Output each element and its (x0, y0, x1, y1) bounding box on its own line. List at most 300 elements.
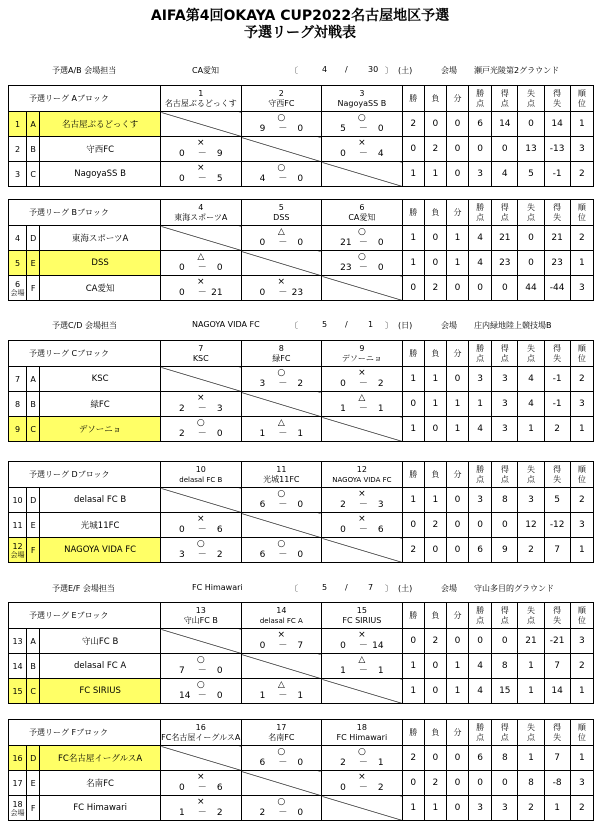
score-against: 21 (211, 288, 223, 298)
stat-header-part: 位 (577, 212, 586, 222)
score-separator: － (197, 550, 207, 560)
stat-value: 6 (469, 538, 492, 563)
score-against: 2 (377, 783, 384, 793)
stat-value: 0 (518, 251, 544, 276)
team-name: delasal FC A (40, 654, 161, 679)
match-score (242, 379, 322, 390)
stat-value: 14 (544, 679, 570, 704)
score-separator: － (197, 288, 207, 298)
column-team-number: 2 (278, 88, 284, 98)
team-name: KSC (40, 367, 161, 392)
team-number (9, 629, 27, 654)
match-result (322, 137, 403, 162)
team-number (9, 276, 27, 301)
stat-header (492, 86, 518, 112)
stat-header-part: 失 (553, 212, 562, 222)
stat-header-part: 点 (526, 353, 535, 363)
score-against: 0 (297, 550, 304, 560)
team-name: NagoyaSS B (40, 162, 161, 187)
result-symbol: ○ (357, 227, 366, 237)
score-against: 1 (377, 666, 384, 676)
column-team-header (241, 720, 322, 746)
stat-value: 4 (492, 162, 518, 187)
league-table (8, 199, 594, 301)
result-symbol: △ (358, 655, 366, 665)
match-result (241, 796, 322, 821)
score-separator: － (197, 429, 207, 439)
stat-value: 0 (518, 226, 544, 251)
team-name: NAGOYA VIDA FC (40, 538, 161, 563)
match-result (322, 226, 403, 251)
stat-value: 2 (570, 796, 593, 821)
stat-header (469, 200, 492, 226)
match-score (322, 404, 402, 415)
score-for: 0 (340, 149, 346, 159)
score-against: 1 (377, 404, 384, 414)
team-code: E (27, 771, 40, 796)
match-score (242, 288, 322, 299)
score-for: 2 (340, 758, 346, 768)
table-row (9, 679, 594, 704)
table-row (9, 771, 594, 796)
stat-header-part: 失 (553, 732, 562, 742)
team-number-value: 17 (12, 778, 23, 788)
result-symbol: ○ (196, 539, 205, 549)
column-team-name: NagoyaSS B (337, 98, 387, 108)
stat-value: 1 (446, 417, 468, 442)
match-result (161, 654, 242, 679)
result-symbol: ○ (277, 539, 286, 549)
team-number-value: 1 (15, 119, 21, 129)
match-result (241, 276, 322, 301)
match-score (161, 550, 241, 561)
stat-value: 2 (518, 796, 544, 821)
stat-header (544, 341, 570, 367)
score-separator: － (278, 238, 288, 248)
team-name: FC SIRIUS (40, 679, 161, 704)
stat-value: 3 (570, 392, 593, 417)
score-for: 0 (259, 641, 266, 651)
stat-value: 3 (469, 488, 492, 513)
score-separator: － (197, 783, 207, 793)
match-score (161, 149, 241, 160)
column-team-header (161, 720, 242, 746)
stat-value: 2 (544, 417, 570, 442)
stat-value: 0 (469, 771, 492, 796)
score-separator: － (358, 666, 368, 676)
result-symbol: △ (197, 252, 205, 262)
team-number (9, 392, 27, 417)
team-name: 守西FC (40, 137, 161, 162)
stat-header (518, 462, 544, 488)
stat-header-part: 得 (553, 88, 562, 98)
page-title: AIFA第4回OKAYA CUP2022名古屋地区予選 (150, 8, 450, 24)
team-code: C (27, 162, 40, 187)
column-team-number: 3 (359, 88, 365, 98)
score-separator: － (278, 124, 288, 134)
score-separator: － (278, 808, 288, 818)
stat-header (544, 86, 570, 112)
score-separator: － (197, 404, 207, 414)
self-match-diagonal (322, 276, 403, 301)
match-score (161, 783, 241, 794)
info-slash: / (345, 65, 348, 74)
match-result (241, 417, 322, 442)
stat-value: 1 (402, 796, 424, 821)
result-symbol: ○ (277, 489, 286, 499)
match-result (241, 112, 322, 137)
stat-value: 0 (492, 513, 518, 538)
stat-header (469, 462, 492, 488)
result-symbol: × (358, 772, 366, 782)
result-symbol: ○ (277, 163, 286, 173)
stat-header-part: 失 (553, 98, 562, 108)
column-team-header (161, 341, 242, 367)
info-venue-label: 会場 (441, 321, 457, 330)
stat-value: 44 (518, 276, 544, 301)
match-result (161, 679, 242, 704)
info-venue: 庄内緑地陸上競技場B (474, 321, 552, 330)
score-separator: － (358, 525, 368, 535)
team-code: B (27, 392, 40, 417)
stat-value: 1 (402, 488, 424, 513)
match-score (322, 525, 402, 536)
stat-value: 1 (424, 392, 446, 417)
score-separator: － (197, 263, 207, 273)
stat-value: 23 (544, 251, 570, 276)
stat-value: 3 (570, 771, 593, 796)
match-result (161, 137, 242, 162)
score-separator: － (358, 641, 368, 651)
result-symbol: ○ (196, 680, 205, 690)
score-against: 0 (216, 263, 223, 273)
stat-value: 0 (446, 771, 468, 796)
result-symbol: ○ (357, 252, 366, 262)
score-against: 0 (377, 238, 384, 248)
stat-value: 0 (424, 654, 446, 679)
stat-value: 2 (424, 771, 446, 796)
stat-value: 1 (402, 367, 424, 392)
column-team-header (161, 462, 242, 488)
info-bracket-l: 〔 (290, 584, 298, 593)
stat-value: 1 (446, 251, 468, 276)
match-result (161, 162, 242, 187)
stat-value: 3 (469, 367, 492, 392)
stat-value: 3 (469, 162, 492, 187)
stat-value: 6 (469, 746, 492, 771)
result-symbol: ○ (196, 418, 205, 428)
column-team-name: FC名古屋イーグルスA (161, 732, 241, 742)
stat-value: 0 (492, 137, 518, 162)
stat-header-part: 勝 (476, 464, 485, 474)
result-symbol: × (358, 138, 366, 148)
stat-value: 21 (518, 629, 544, 654)
self-match-diagonal (322, 796, 403, 821)
team-number-value: 18 (12, 799, 23, 809)
result-symbol: ○ (277, 797, 286, 807)
stat-header-part: 点 (526, 732, 535, 742)
stat-value: 0 (446, 276, 468, 301)
team-number-value: 3 (15, 169, 21, 179)
stat-header (492, 603, 518, 629)
stat-header-part: 順 (577, 605, 586, 615)
stat-value: 21 (544, 226, 570, 251)
result-symbol: × (358, 489, 366, 499)
table-row (9, 488, 594, 513)
venue-host-mark: 会場 (10, 288, 25, 297)
result-symbol: × (358, 368, 366, 378)
stat-header-part: 失 (553, 474, 562, 484)
team-number (9, 771, 27, 796)
score-against: 0 (297, 124, 304, 134)
team-number (9, 746, 27, 771)
result-symbol: × (197, 797, 205, 807)
score-for: 1 (340, 404, 346, 414)
schedule-info (0, 581, 600, 595)
stat-header: 負 (424, 200, 446, 226)
info-bracket-r: 〕 (385, 584, 393, 593)
team-number (9, 488, 27, 513)
table-row (9, 367, 594, 392)
stat-value: 0 (469, 513, 492, 538)
stat-value: 3 (570, 276, 593, 301)
league-table (8, 602, 594, 704)
result-symbol: ○ (196, 655, 205, 665)
match-score (161, 404, 241, 415)
team-number (9, 679, 27, 704)
stat-header (544, 462, 570, 488)
result-symbol: × (197, 772, 205, 782)
stat-header-part: 失 (526, 464, 535, 474)
score-against: 2 (216, 808, 223, 818)
block-name: 予選リーグ Dブロック (9, 462, 161, 488)
stat-value: 0 (402, 513, 424, 538)
match-result (161, 513, 242, 538)
match-score (242, 641, 322, 652)
column-team-name: 緑FC (272, 353, 291, 363)
team-code: F (27, 796, 40, 821)
column-team-name: DSS (273, 212, 290, 222)
stat-header-part: 得 (500, 722, 509, 732)
venue-host-mark: 会場 (10, 808, 25, 817)
stat-value: 5 (518, 162, 544, 187)
result-symbol: △ (277, 227, 285, 237)
column-team-header (241, 462, 322, 488)
team-number-value: 16 (12, 753, 23, 763)
stat-value: 8 (492, 654, 518, 679)
score-against: 14 (372, 641, 384, 651)
stat-header (570, 603, 593, 629)
score-for: 1 (259, 429, 266, 439)
info-group: 予選E/F 会場担当 (52, 584, 115, 593)
self-match-diagonal (161, 629, 242, 654)
column-team-name: delasal FC B (179, 475, 223, 484)
match-score (322, 758, 402, 769)
stat-value: 0 (518, 112, 544, 137)
score-against: 2 (216, 550, 223, 560)
stat-header: 分 (446, 200, 468, 226)
match-result (241, 367, 322, 392)
score-against: 7 (297, 641, 304, 651)
score-against: 3 (377, 500, 384, 510)
column-team-number: 4 (198, 202, 204, 212)
stat-value: 0 (492, 276, 518, 301)
stat-header-part: 勝 (476, 605, 485, 615)
team-name: delasal FC B (40, 488, 161, 513)
stat-header (570, 341, 593, 367)
stat-header (570, 200, 593, 226)
match-result (322, 367, 403, 392)
match-score (242, 174, 322, 185)
table-row (9, 226, 594, 251)
stat-value: 3 (570, 629, 593, 654)
team-number-value: 2 (15, 144, 21, 154)
stat-value: 7 (544, 746, 570, 771)
score-separator: － (278, 641, 288, 651)
stat-value: 1 (446, 654, 468, 679)
stat-header-part: 得 (500, 605, 509, 615)
stat-value: -1 (544, 162, 570, 187)
team-number-value: 4 (15, 233, 21, 243)
stat-header: 負 (424, 341, 446, 367)
stat-value: -44 (544, 276, 570, 301)
stat-header-part: 失 (526, 88, 535, 98)
stat-value: 1 (424, 796, 446, 821)
score-against: 0 (297, 174, 304, 184)
score-against: 0 (216, 429, 223, 439)
match-result (322, 654, 403, 679)
info-bracket-r: 〕 (385, 66, 393, 75)
self-match-diagonal (322, 538, 403, 563)
stat-header: 勝 (402, 720, 424, 746)
self-match-diagonal (322, 417, 403, 442)
stat-header-part: 点 (500, 98, 509, 108)
stat-header (492, 720, 518, 746)
score-against: 4 (377, 149, 384, 159)
match-result (322, 746, 403, 771)
team-code: E (27, 513, 40, 538)
stat-header-part: 失 (526, 202, 535, 212)
team-code: D (27, 226, 40, 251)
stat-value: 3 (570, 137, 593, 162)
team-code: A (27, 367, 40, 392)
stat-value: -13 (544, 137, 570, 162)
score-separator: － (197, 149, 207, 159)
column-team-number: 17 (276, 722, 287, 732)
stat-value: 0 (402, 771, 424, 796)
stat-header (518, 341, 544, 367)
score-for: 7 (179, 666, 185, 676)
column-team-name: 名南FC (268, 732, 295, 742)
self-match-diagonal (161, 226, 242, 251)
stat-header-part: 点 (500, 732, 509, 742)
match-result (241, 629, 322, 654)
stat-header (492, 200, 518, 226)
score-separator: － (358, 500, 368, 510)
stat-value: 2 (570, 488, 593, 513)
stat-value: -1 (544, 367, 570, 392)
column-team-number: 10 (195, 464, 206, 474)
team-number-value: 8 (15, 399, 21, 409)
score-for: 6 (259, 758, 266, 768)
self-match-diagonal (161, 112, 242, 137)
stat-value: 1 (424, 367, 446, 392)
team-name: デソーニョ (40, 417, 161, 442)
score-separator: － (358, 238, 368, 248)
team-number (9, 137, 27, 162)
team-code: B (27, 137, 40, 162)
score-separator: － (278, 379, 288, 389)
stat-header-part: 位 (577, 353, 586, 363)
stat-header-part: 順 (577, 722, 586, 732)
info-venue: 瀬戸光陵第2グラウンド (474, 66, 560, 75)
score-for: 0 (179, 783, 185, 793)
team-number-value: 11 (12, 520, 23, 530)
team-number-value: 7 (15, 374, 21, 384)
stat-value: 12 (518, 513, 544, 538)
stat-value: 1 (518, 417, 544, 442)
stat-header-part: 失 (526, 605, 535, 615)
info-weekday: (土) (398, 584, 413, 593)
column-team-name: 名古屋ぶるどっくす (164, 98, 237, 108)
match-score (161, 429, 241, 440)
column-team-name: 東海スポーツA (174, 212, 228, 222)
result-symbol: × (277, 277, 286, 287)
team-number-value: 5 (15, 258, 21, 268)
column-team-name: KSC (192, 353, 209, 363)
match-result (322, 629, 403, 654)
match-score (322, 149, 402, 160)
stat-value: 0 (424, 417, 446, 442)
score-for: 14 (179, 691, 191, 701)
team-code: C (27, 679, 40, 704)
self-match-diagonal (322, 679, 403, 704)
match-score (161, 691, 241, 702)
score-separator: － (197, 174, 207, 184)
score-separator: － (278, 174, 288, 184)
score-separator: － (358, 379, 368, 389)
info-venue: 守山多目的グラウンド (474, 584, 554, 593)
score-for: 9 (259, 124, 266, 134)
stat-value: 3 (492, 796, 518, 821)
stat-value: 3 (492, 417, 518, 442)
match-result (322, 251, 403, 276)
team-number (9, 796, 27, 821)
score-separator: － (358, 404, 368, 414)
info-weekday: (土) (398, 66, 413, 75)
match-result (241, 162, 322, 187)
stat-header-part: 点 (476, 732, 485, 742)
stat-header-part: 点 (500, 615, 509, 625)
match-result (322, 513, 403, 538)
match-score (322, 641, 402, 652)
stat-value: 5 (544, 488, 570, 513)
stat-value: 14 (544, 112, 570, 137)
score-against: 1 (297, 429, 304, 439)
column-team-name: NAGOYA VIDA FC (332, 475, 392, 484)
score-separator: － (278, 500, 288, 510)
info-group: 予選C/D 会場担当 (52, 321, 117, 330)
stat-value: 1 (424, 162, 446, 187)
column-team-header (161, 86, 242, 112)
stat-value: 0 (469, 629, 492, 654)
match-result (322, 771, 403, 796)
match-score (161, 174, 241, 185)
score-against: 2 (377, 379, 384, 389)
match-result (241, 226, 322, 251)
column-team-name: 守山FC B (183, 615, 218, 625)
stat-header: 分 (446, 341, 468, 367)
